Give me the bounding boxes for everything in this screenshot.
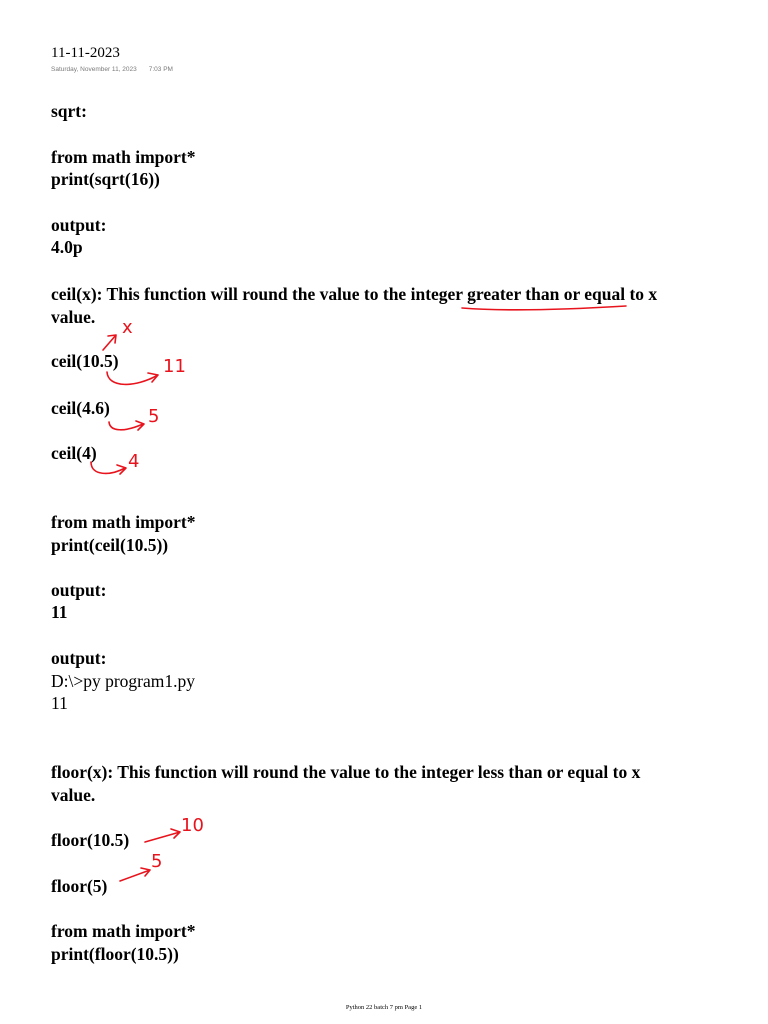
floor-print-line: print(floor(10.5)) (51, 944, 179, 964)
output-value-2: 11 (51, 602, 68, 622)
page-date: 11-11-2023 (51, 45, 120, 61)
timestamp-time: 7:03 PM (148, 66, 173, 73)
underline-stroke (462, 306, 626, 310)
floor-ex1-arrow (145, 829, 180, 842)
ceil-example-3: ceil(4) (51, 443, 97, 463)
output-value-3: 11 (51, 693, 68, 713)
ceil-ex2-result-annotation: 5 (148, 406, 160, 427)
page-timestamp (51, 66, 173, 74)
floor-ex2-result-annotation: 5 (151, 851, 163, 872)
ceil-desc-underlined: integer greater than (410, 284, 560, 304)
sqrt-heading: sqrt: (51, 101, 87, 121)
output-label-1: output: (51, 215, 107, 235)
ceil-x-arrow (103, 335, 116, 350)
floor-ex1-result-annotation: 10 (181, 815, 204, 836)
ceil-example-1: ceil(10.5) (51, 351, 119, 371)
floor-ex2-arrow (120, 868, 150, 881)
ceil-ex3-result-annotation: 4 (128, 451, 140, 472)
sqrt-print-line: print(sqrt(16)) (51, 169, 160, 189)
floor-description-line1: floor(x): This function will round the value to the integer less than or equal to x (51, 762, 641, 782)
output-label-3: output: (51, 648, 107, 668)
ceil-example-2: ceil(4.6) (51, 398, 110, 418)
ceil-ex2-hook-arrow (109, 421, 144, 430)
ceil-print-line: print(ceil(10.5)) (51, 535, 169, 555)
floor-import-line: from math import* (51, 921, 196, 941)
output-label-2: output: (51, 580, 107, 600)
ceil-x-annotation: x (122, 317, 133, 338)
ceil-desc-part2: or equal to x (559, 284, 658, 304)
floor-description-line2: value. (51, 785, 96, 805)
ceil-desc-part1: ceil(x): This function will round the value to the (51, 284, 411, 304)
page-footer: Python 22 batch 7 pm Page 1 (345, 1004, 423, 1011)
output-command: D:\>py program1.py (51, 671, 196, 691)
ceil-ex1-hook-arrow (107, 372, 158, 384)
sqrt-import-line: from math import* (51, 147, 196, 167)
timestamp-date: Saturday, November 11, 2023 (51, 66, 137, 73)
floor-example-2: floor(5) (51, 876, 108, 896)
floor-example-1: floor(10.5) (51, 830, 130, 850)
ceil-description-line1 (51, 283, 657, 305)
ceil-ex1-result-annotation: 11 (163, 356, 186, 377)
ceil-description-line2: value. (51, 307, 96, 327)
ceil-import-line: from math import* (51, 512, 196, 532)
output-value-1: 4.0p (51, 237, 83, 257)
